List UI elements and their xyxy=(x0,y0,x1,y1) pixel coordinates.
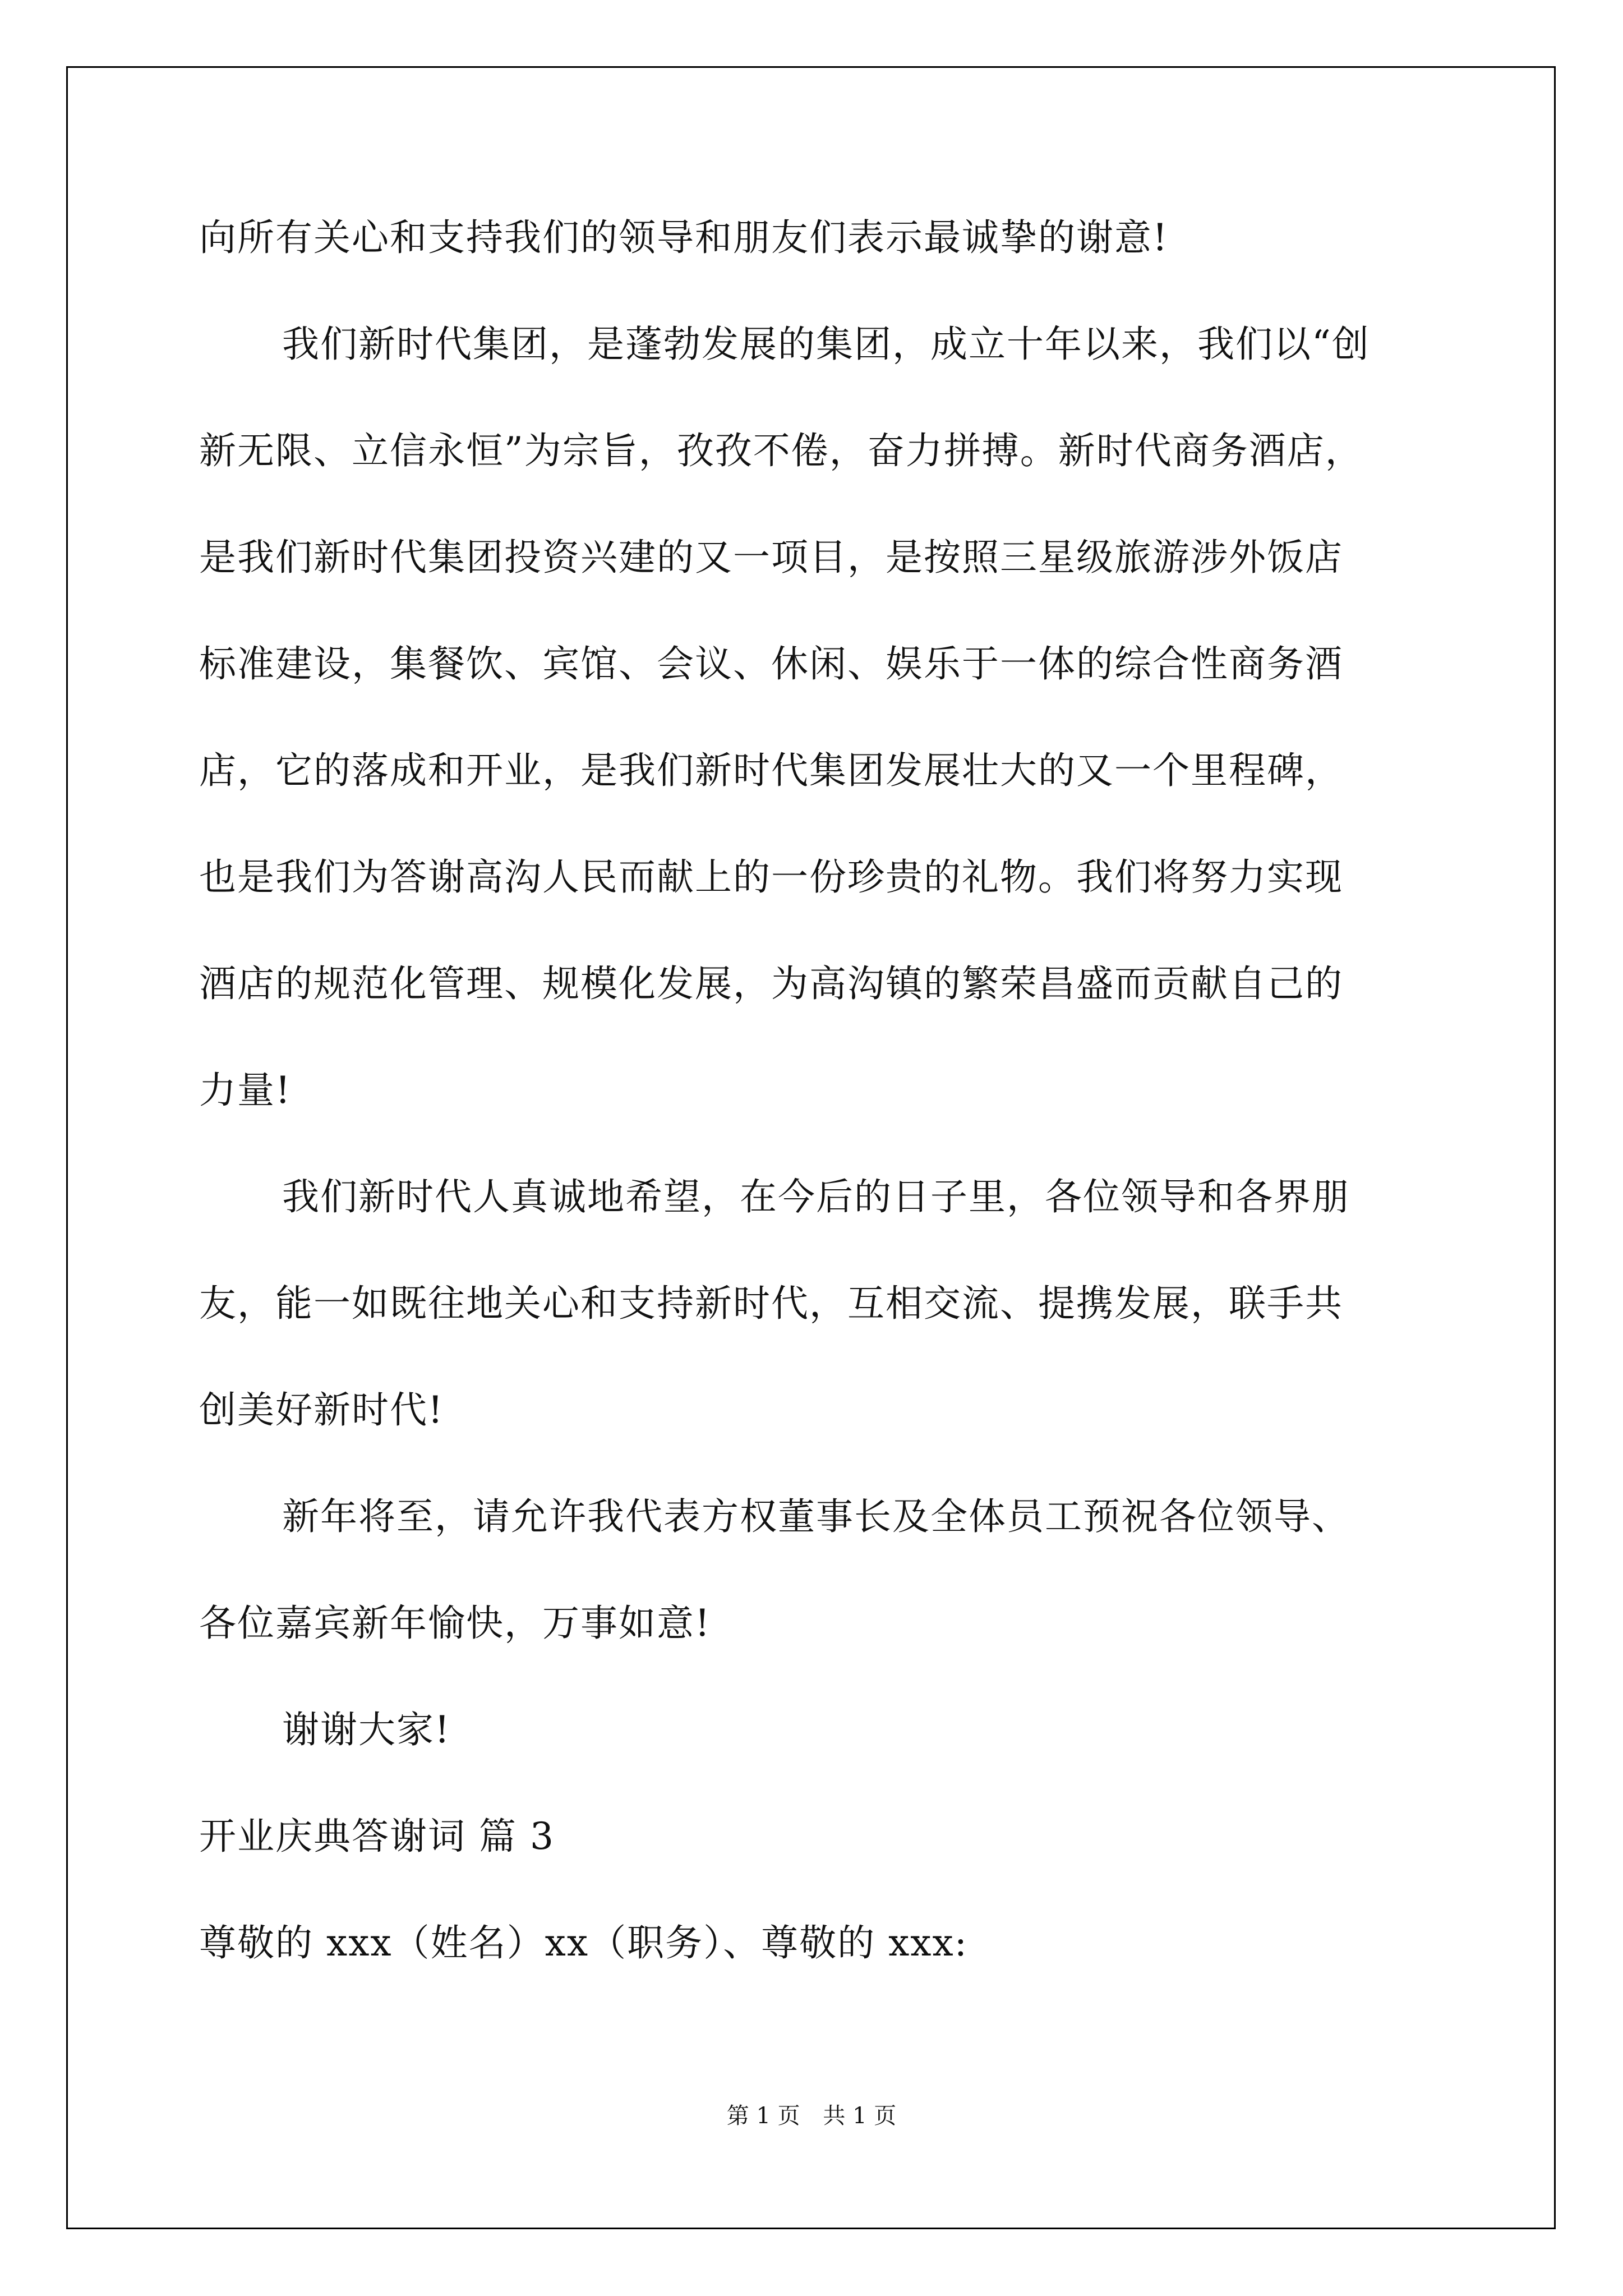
paragraph-line: 也是我们为答谢高沟人民而献上的一份珍贵的礼物。我们将努力实现 xyxy=(199,855,1343,899)
page-footer xyxy=(0,2098,1623,2130)
page-number-total: 共 1 页 xyxy=(823,2103,897,2129)
paragraph-line: 新年将至，请允许我代表方权董事长及全体员工预祝各位领导、 xyxy=(282,1495,1350,1538)
paragraph-line: 新无限、立信永恒”为宗旨，孜孜不倦，奋力拼搏。新时代商务酒店， xyxy=(199,429,1363,472)
paragraph-line: 我们新时代人真诚地希望，在今后的日子里，各位领导和各界朋 xyxy=(282,1175,1350,1218)
paragraph-line: 向所有关心和支持我们的领导和朋友们表示最诚挚的谢意! xyxy=(199,216,1169,259)
paragraph-line: 各位嘉宾新年愉快，万事如意! xyxy=(199,1602,711,1645)
paragraph-line: 店，它的落成和开业，是我们新时代集团发展壮大的又一个里程碑， xyxy=(199,749,1343,792)
paragraph-line: 力量! xyxy=(199,1069,292,1112)
page-border xyxy=(66,66,1556,2229)
paragraph-line: 是我们新时代集团投资兴建的又一项目，是按照三星级旅游涉外饭店 xyxy=(199,536,1343,579)
salutation-line: 尊敬的 xxx（姓名）xx（职务）、尊敬的 xxx: xyxy=(199,1921,968,1964)
paragraph-line: 谢谢大家! xyxy=(282,1708,451,1751)
paragraph-line: 酒店的规范化管理、规模化发展，为高沟镇的繁荣昌盛而贡献自己的 xyxy=(199,962,1343,1005)
section-heading: 开业庆典答谢词 篇 3 xyxy=(199,1815,555,1858)
page-number-current: 第 1 页 xyxy=(726,2103,800,2129)
paragraph-line: 友，能一如既往地关心和支持新时代，互相交流、提携发展，联手共 xyxy=(199,1282,1343,1325)
paragraph-line: 创美好新时代! xyxy=(199,1388,444,1432)
paragraph-line: 我们新时代集团，是蓬勃发展的集团，成立十年以来，我们以“创 xyxy=(282,323,1370,366)
paragraph-line: 标准建设，集餐饮、宾馆、会议、休闲、娱乐于一体的综合性商务酒 xyxy=(199,642,1343,685)
